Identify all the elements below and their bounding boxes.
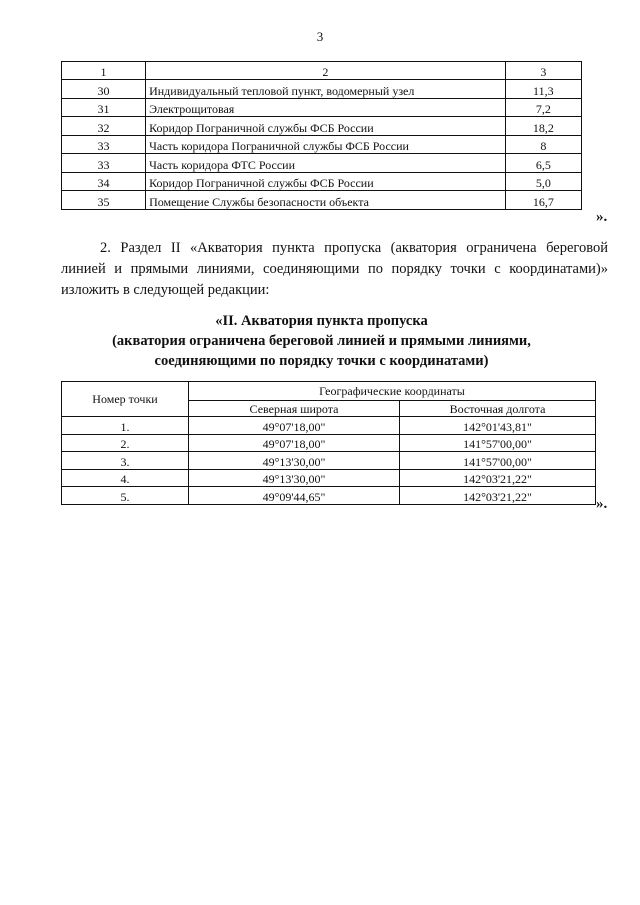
- table-row: [62, 434, 596, 452]
- room-number: 32: [62, 117, 146, 136]
- table-row: [62, 117, 582, 136]
- room-number: 33: [62, 154, 146, 173]
- longitude-value: 141°57'00,00": [400, 434, 596, 452]
- room-number: 35: [62, 191, 146, 210]
- column-header: 2: [146, 62, 506, 80]
- longitude-value: 141°57'00,00": [400, 452, 596, 470]
- room-area: 5,0: [505, 172, 581, 191]
- table-row: [62, 80, 582, 99]
- room-name: Индивидуальный тепловой пункт, водомерный узел: [146, 80, 506, 99]
- table-header-row: [62, 62, 582, 80]
- table-row: [62, 154, 582, 173]
- latitude-header: Северная широта: [189, 401, 400, 417]
- page-number: 3: [316, 29, 324, 44]
- room-area: 11,3: [505, 80, 581, 99]
- point-number: 1.: [62, 417, 189, 435]
- section-heading-line: соединяющими по порядку точки с координатами): [154, 353, 489, 369]
- closing-quote: ».: [596, 496, 608, 512]
- table-row: [62, 191, 582, 210]
- table-header-row: [62, 382, 596, 401]
- point-number: 5.: [62, 487, 189, 505]
- table-row: [62, 469, 596, 487]
- longitude-value: 142°03'21,22": [400, 487, 596, 505]
- room-number: 34: [62, 172, 146, 191]
- room-area: 6,5: [505, 154, 581, 173]
- section-heading-line: «II. Акватория пункта пропуска: [215, 313, 428, 329]
- table-row: [62, 98, 582, 117]
- closing-quote: ».: [596, 209, 608, 225]
- table-row: [62, 135, 582, 154]
- latitude-value: 49°09'44,65": [189, 487, 400, 505]
- room-area: 18,2: [505, 117, 581, 136]
- column-header: 1: [62, 62, 146, 80]
- room-number: 33: [62, 135, 146, 154]
- room-number: 30: [62, 80, 146, 99]
- table-row: [62, 487, 596, 505]
- point-number: 3.: [62, 452, 189, 470]
- latitude-value: 49°13'30,00": [189, 452, 400, 470]
- room-name: Помещение Службы безопасности объекта: [146, 191, 506, 210]
- room-area: 16,7: [505, 191, 581, 210]
- table-row: [62, 452, 596, 470]
- amendment-paragraph: 2. Раздел II «Акватория пункта пропуска (акватория ограничена береговой линией и прямыми линиями, соединяющими по порядку точки с координатами)» изложить в следующей редакции:: [61, 240, 608, 298]
- table-row: [62, 417, 596, 435]
- room-name: Коридор Пограничной службы ФСБ России: [146, 117, 506, 136]
- point-number: 2.: [62, 434, 189, 452]
- room-number: 31: [62, 98, 146, 117]
- longitude-header: Восточная долгота: [400, 401, 596, 417]
- latitude-value: 49°07'18,00": [189, 417, 400, 435]
- point-number: 4.: [62, 469, 189, 487]
- coordinates-table: [61, 381, 596, 505]
- room-name: Коридор Пограничной службы ФСБ России: [146, 172, 506, 191]
- latitude-value: 49°07'18,00": [189, 434, 400, 452]
- rooms-area-table: [61, 61, 582, 210]
- longitude-value: 142°01'43,81": [400, 417, 596, 435]
- section-heading: [61, 311, 582, 371]
- room-area: 7,2: [505, 98, 581, 117]
- room-name: Часть коридора Пограничной службы ФСБ России: [146, 135, 506, 154]
- table-row: [62, 172, 582, 191]
- room-area: 8: [505, 135, 581, 154]
- point-number-header: Номер точки: [62, 382, 189, 417]
- geo-coordinates-header: Географические координаты: [189, 382, 596, 401]
- section-heading-line: (акватория ограничена береговой линией и прямыми линиями,: [112, 333, 531, 349]
- room-name: Электрощитовая: [146, 98, 506, 117]
- longitude-value: 142°03'21,22": [400, 469, 596, 487]
- latitude-value: 49°13'30,00": [189, 469, 400, 487]
- room-name: Часть коридора ФТС России: [146, 154, 506, 173]
- column-header: 3: [505, 62, 581, 80]
